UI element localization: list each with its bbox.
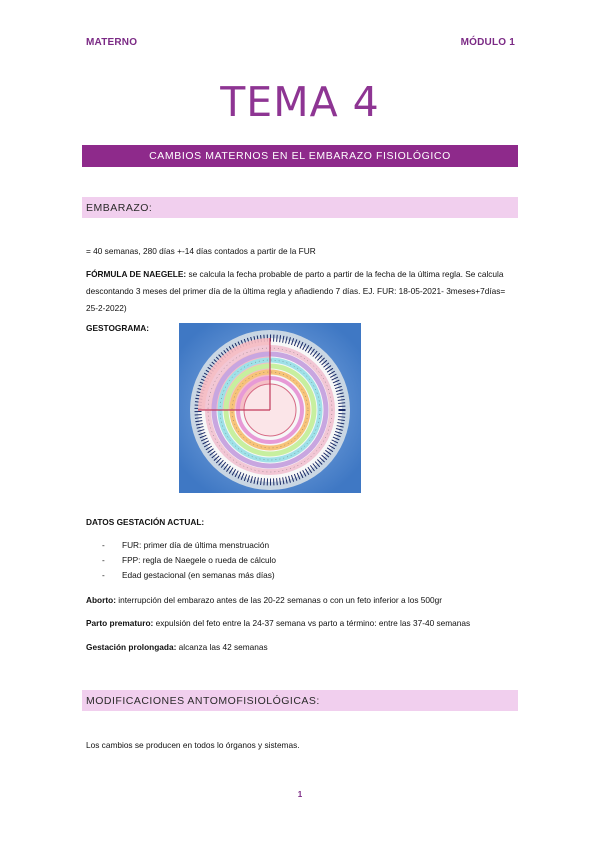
prolongada-paragraph xyxy=(86,639,518,656)
prematuro-text: expulsión del feto entre la 24-37 semana vs parto a término: entre las 37-40 semanas xyxy=(153,618,471,628)
prematuro-label: Parto prematuro: xyxy=(86,618,154,628)
modificaciones-text: Los cambios se producen en todos lo órganos y sistemas. xyxy=(86,740,300,750)
aborto-label: Aborto: xyxy=(86,595,116,605)
embarazo-definition: = 40 semanas, 280 días +-14 días contados a partir de la FUR xyxy=(86,246,316,256)
header-subject: MATERNO xyxy=(86,37,138,48)
section-heading-text: EMBARAZO: xyxy=(86,201,153,214)
section-heading-modificaciones xyxy=(82,690,518,711)
gestogram-wheel-icon xyxy=(179,323,361,493)
aborto-text: interrupción del embarazo antes de las 20-22 semanas o con un feto inferior a los 500gr xyxy=(115,595,443,605)
naegele-text: se calcula la fecha probable de parto a partir de la fecha de la última regla. Se calcula descontando 3 meses del primer día de la última regla y añadiendo 7 días. EJ. FUR: 18-05-2021- 3meses+7días= 25-2-2022) xyxy=(86,269,506,313)
datos-list xyxy=(86,538,276,583)
naegele-label: FÓRMULA DE NAEGELE: xyxy=(86,269,187,279)
page-number: 1 xyxy=(297,790,303,799)
datos-heading: DATOS GESTACIÓN ACTUAL: xyxy=(86,517,205,527)
prolongada-label: Gestación prolongada: xyxy=(86,642,177,652)
chapter-banner-text: CAMBIOS MATERNOS EN EL EMBARAZO FISIOLÓGICO xyxy=(149,150,451,162)
list-item: - FPP: regla de Naegele o rueda de cálculo xyxy=(102,555,277,565)
naegele-paragraph xyxy=(86,266,518,317)
section-heading-text: MODIFICACIONES ANTOMOFISIOLÓGICAS: xyxy=(86,694,320,707)
chapter-banner xyxy=(82,145,518,167)
prematuro-paragraph xyxy=(86,615,518,632)
gestogram-image xyxy=(179,323,361,493)
header-module: MÓDULO 1 xyxy=(460,37,515,48)
list-item: - FUR: primer día de última menstruación xyxy=(102,540,270,550)
section-heading-embarazo xyxy=(82,197,518,218)
page-title: TEMA 4 xyxy=(220,78,380,126)
aborto-paragraph xyxy=(86,592,518,609)
gestograma-label: GESTOGRAMA: xyxy=(86,323,149,333)
list-item: - Edad gestacional (en semanas más días) xyxy=(102,570,275,580)
prolongada-text: alcanza las 42 semanas xyxy=(176,642,268,652)
